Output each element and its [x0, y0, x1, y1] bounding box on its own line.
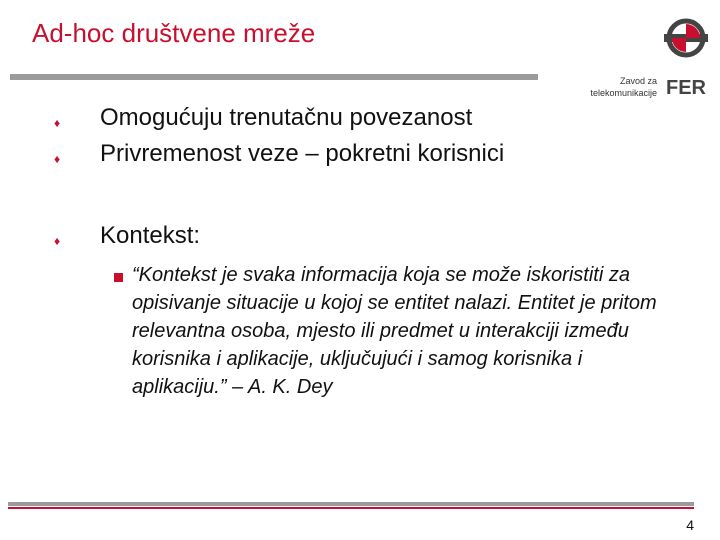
bullet-1: Omogućuju trenutačnu povezanost: [100, 104, 473, 131]
fer-logo-icon: [662, 14, 710, 98]
bullet-2: Privremenost veze – pokretni korisnici: [100, 140, 505, 167]
diamond-bullet-icon: ♦: [53, 234, 61, 248]
footer-divider: [8, 502, 694, 506]
department-line-1: Zavod za: [619, 76, 657, 86]
context-quote: “Kontekst je svaka informacija koja se može iskoristiti za opisivanje situacije u kojoj se entitet nalazi. Entitet je pritom relevantna osoba, mjesto ili predmet u interakciji između korisnika i aplikacije, uključujući i samog korisnika i aplikaciju.” – A. K. Dey: [132, 264, 657, 398]
footer-accent-line: [8, 507, 694, 509]
square-bullet-icon: [114, 273, 123, 282]
bullet-3: Kontekst:: [100, 222, 201, 249]
logo-text: FER: [666, 77, 706, 98]
diamond-bullet-icon: ♦: [53, 116, 61, 130]
slide-title: Ad-hoc društvene mreže: [32, 18, 316, 48]
department-label: [575, 75, 657, 99]
diamond-bullet-icon: ♦: [53, 152, 61, 166]
title-divider: [10, 74, 538, 80]
department-line-2: telekomunikacije: [590, 88, 657, 98]
page-number: 4: [686, 517, 694, 533]
